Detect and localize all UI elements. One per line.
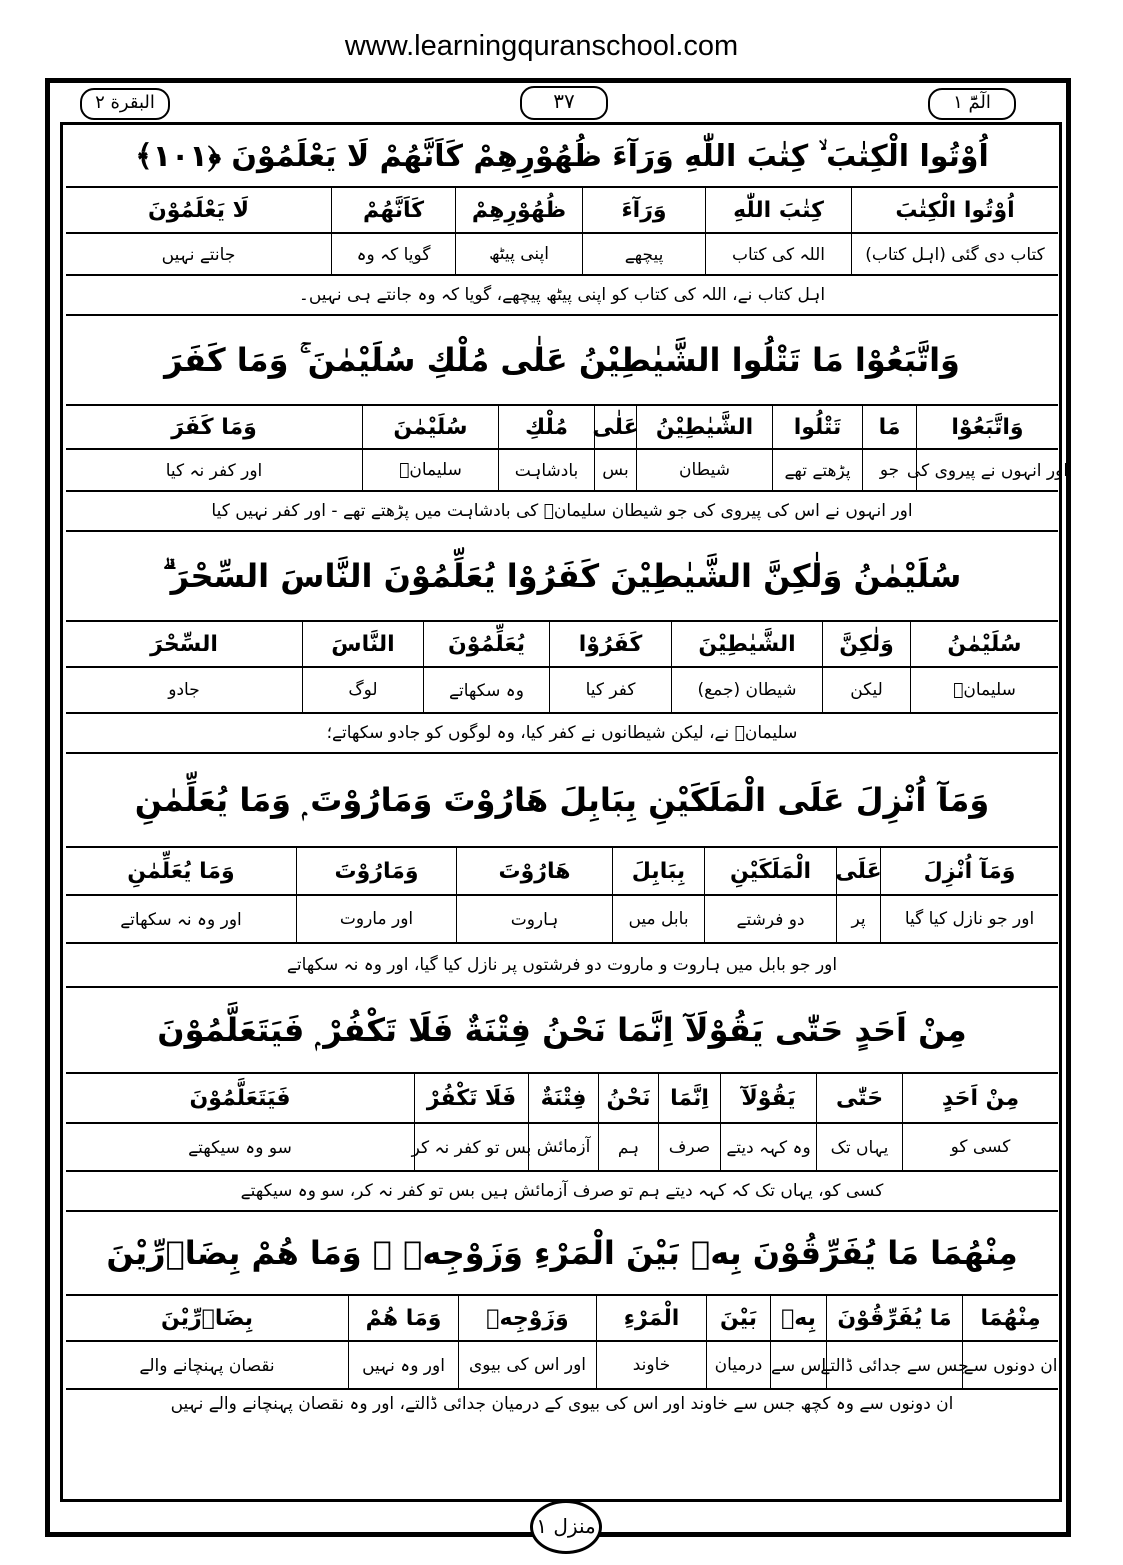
word-row <box>66 846 1058 895</box>
meaning-cell: گویا کہ وہ <box>331 234 455 274</box>
meaning-cell: کسی کو <box>902 1124 1058 1170</box>
surah-name-box: البقرة ٢ <box>80 88 170 120</box>
word-cell: حَتّٰى <box>816 1074 902 1122</box>
word-cell: وَمَا يُعَلِّمٰنِ <box>127 858 235 884</box>
meaning-cell: نقصان پہنچانے والے <box>139 1355 275 1376</box>
word-cell: عَلَى <box>836 848 880 894</box>
meaning-row <box>66 449 1069 492</box>
word-cell: تَتْلُوا <box>772 406 862 448</box>
meaning-cell: اس سے <box>770 1342 826 1388</box>
word-cell: اُوْتُوا الْكِتٰبَ <box>851 188 1058 232</box>
manzil-badge: منزل ١ <box>530 1500 602 1554</box>
word-cell: وَرَآءَ <box>582 188 705 232</box>
verse-section <box>66 128 1058 316</box>
word-cell: مُلْكِ <box>498 406 594 448</box>
word-cell: وَمَا كَفَرَ <box>171 414 257 440</box>
word-cell: فِتْنَةٌ <box>528 1074 598 1122</box>
word-cell: وَمَآ اُنْزِلَ <box>880 848 1058 894</box>
translation-line: اہل کتاب نے، اللہ کی کتاب کو اپنی پیٹھ پیچھے، گویا کہ وہ جانتے ہی نہیں۔ <box>66 276 1058 316</box>
meaning-cell: اور ماروت <box>296 896 456 942</box>
word-cell: بَيْنَ <box>706 1296 770 1340</box>
meaning-cell: اور اس کی بیوی <box>458 1342 596 1388</box>
word-cell: ظُهُوْرِهِمْ <box>455 188 582 232</box>
word-cell: وَزَوْجِهٖ <box>458 1296 596 1340</box>
meaning-cell: آزمائش <box>528 1124 598 1170</box>
meaning-cell: اور وہ نہ سکھاتے <box>120 909 242 930</box>
verse-line: مِنْ اَحَدٍ حَتّٰى يَقُوْلَآ اِنَّمَا نَحْنُ فِتْنَةٌ فَلَا تَكْفُرْ ۭ فَيَتَعَلَّمُوْنَ <box>157 1011 967 1049</box>
word-cell: سُلَيْمٰنَ <box>362 406 498 448</box>
meaning-cell: شیطان (جمع) <box>671 668 822 712</box>
meaning-row <box>66 1341 1058 1390</box>
word-cell: عَلٰى <box>594 406 636 448</box>
verse-section <box>66 1212 1058 1446</box>
word-cell: هَارُوْتَ <box>456 848 612 894</box>
meaning-cell: دو فرشتے <box>704 896 836 942</box>
word-cell: النَّاسَ <box>302 622 423 666</box>
meaning-row <box>66 895 1058 944</box>
meaning-cell: اپنی پیٹھ <box>455 234 582 274</box>
meaning-cell: خاوند <box>596 1342 706 1388</box>
word-cell: فَلَا تَكْفُرْ <box>414 1074 528 1122</box>
meaning-cell: بس تو کفر نہ کر <box>414 1124 528 1170</box>
meaning-cell: پیچھے <box>582 234 705 274</box>
word-cell: سُلَيْمٰنُ <box>910 622 1058 666</box>
meaning-cell: شیطان <box>636 450 772 490</box>
site-url: www.learningquranschool.com <box>344 30 739 62</box>
word-cell: كِتٰبَ اللّٰهِ <box>705 188 851 232</box>
meaning-cell: جادو <box>168 680 200 700</box>
meaning-cell: کتاب دی گئی (اہل کتاب) <box>851 234 1058 274</box>
meaning-cell: اللہ کی کتاب <box>705 234 851 274</box>
verse-line: سُلَيْمٰنُ وَلٰكِنَّ الشَّيٰطِيْنَ كَفَرُوْا يُعَلِّمُوْنَ النَّاسَ السِّحْرَ ۗ <box>162 557 962 595</box>
meaning-cell: سلیمانؑ <box>362 450 498 490</box>
meaning-cell: وہ کہہ دیتے <box>720 1124 816 1170</box>
word-cell: وَمَا هُمْ <box>348 1296 458 1340</box>
word-cell: بِهٖ <box>770 1296 826 1340</box>
meaning-cell: جانتے نہیں <box>161 244 236 265</box>
word-cell: وَاتَّبَعُوْا <box>916 406 1058 448</box>
verse-line: مِنْهُمَا مَا يُفَرِّقُوْنَ بِهٖ بَيْنَ الْمَرْءِ وَزَوْجِهٖ ۭ وَمَا هُمْ بِضَاۗرِّيْنَ <box>106 1234 1018 1272</box>
word-row <box>66 1072 1058 1123</box>
juz-name-box: الٓمّٓ ١ <box>928 88 1016 120</box>
meaning-cell: وہ سکھاتے <box>423 668 549 712</box>
meaning-cell: لوگ <box>302 668 423 712</box>
verse-section <box>66 532 1058 754</box>
meaning-cell: کفر کیا <box>549 668 671 712</box>
meaning-cell: سلیمانؑ <box>910 668 1058 712</box>
translation-line: سلیمانؑ نے، لیکن شیطانوں نے کفر کیا، وہ لوگوں کو جادو سکھاتے؛ <box>66 714 1058 754</box>
meaning-cell: بابل میں <box>612 896 704 942</box>
word-row <box>66 1294 1058 1341</box>
meaning-row <box>66 233 1058 276</box>
word-row <box>66 186 1058 233</box>
word-cell: الْمَرْءِ <box>596 1296 706 1340</box>
word-cell: يُعَلِّمُوْنَ <box>423 622 549 666</box>
meaning-cell: ان دونوں سے <box>962 1342 1058 1388</box>
meaning-cell: جس سے جدائی ڈالتے <box>826 1342 962 1388</box>
meaning-row <box>66 667 1058 714</box>
meaning-cell: اور وہ نہیں <box>348 1342 458 1388</box>
meaning-cell: پڑھتے تھے <box>772 450 862 490</box>
word-cell: بِضَاۗرِّيْنَ <box>160 1305 254 1331</box>
verse-section <box>66 316 1069 532</box>
page-content <box>66 128 1069 1498</box>
word-cell: مَا <box>862 406 916 448</box>
word-cell: مِنْهُمَا <box>962 1296 1058 1340</box>
word-cell: مِنْ اَحَدٍ <box>902 1074 1058 1122</box>
meaning-cell: اور کفر نہ کیا <box>165 460 263 481</box>
word-cell: وَمَارُوْتَ <box>296 848 456 894</box>
meaning-cell: ہم <box>598 1124 658 1170</box>
meaning-cell: درمیان <box>706 1342 770 1388</box>
meaning-cell: صرف <box>658 1124 720 1170</box>
word-cell: الشَّيٰطِيْنَ <box>671 622 822 666</box>
meaning-row <box>66 1123 1058 1172</box>
word-cell: كَاَنَّهُمْ <box>331 188 455 232</box>
meaning-cell: یہاں تک <box>816 1124 902 1170</box>
word-cell: وَلٰكِنَّ <box>822 622 910 666</box>
translation-line: ان دونوں سے وہ کچھ جس سے خاوند اور اس کی بیوی کے درمیان جدائی ڈالتے، اور وہ نقصان پہنچانے والے نہیں <box>170 1394 954 1414</box>
translation-line: اور جو بابل میں ہاروت و ماروت دو فرشتوں پر نازل کیا گیا، اور وہ نہ سکھاتے <box>66 944 1058 988</box>
page-number-box: ٣٧ <box>520 86 608 120</box>
meaning-cell: لیکن <box>822 668 910 712</box>
verse-section <box>66 988 1058 1212</box>
meaning-cell: بادشاہت <box>498 450 594 490</box>
meaning-cell: پر <box>836 896 880 942</box>
word-cell: السِّحْرَ <box>150 631 218 657</box>
verse-line: اُوْتُوا الْكِتٰبَ ۙ كِتٰبَ اللّٰهِ وَرَآءَ ظُهُوْرِهِمْ كَاَنَّهُمْ لَا يَعْلَمُوْنَ ﴿١٠١﴾ <box>135 139 989 174</box>
word-cell: بِبَابِلَ <box>612 848 704 894</box>
word-cell: يَقُوْلَآ <box>720 1074 816 1122</box>
word-cell: الْمَلَكَيْنِ <box>704 848 836 894</box>
word-cell: لَا يَعْلَمُوْنَ <box>147 197 250 223</box>
meaning-cell: سو وہ سیکھتے <box>188 1137 292 1158</box>
word-row <box>66 620 1058 667</box>
meaning-cell: اور جو نازل کیا گیا <box>880 896 1058 942</box>
verse-line: وَاتَّبَعُوْا مَا تَتْلُوا الشَّيٰطِيْنُ عَلٰى مُلْكِ سُلَيْمٰنَ ۚ وَمَا كَفَرَ <box>164 341 960 379</box>
verse-section <box>66 754 1058 988</box>
word-cell: فَيَتَعَلَّمُوْنَ <box>189 1085 291 1111</box>
meaning-cell: بس <box>594 450 636 490</box>
translation-line: اور انہوں نے اس کی پیروی کی جو شیطان سلیمانؑ کی بادشاہت میں پڑھتے تھے - اور کفر نہیں کیا <box>66 492 1058 532</box>
meaning-cell: اور انہوں نے پیروی کی <box>916 450 1058 490</box>
word-cell: مَا يُفَرِّقُوْنَ <box>826 1296 962 1340</box>
meaning-cell: جو <box>862 450 916 490</box>
word-row <box>66 404 1058 449</box>
word-cell: نَحْنُ <box>598 1074 658 1122</box>
word-cell: اِنَّمَا <box>658 1074 720 1122</box>
word-cell: كَفَرُوْا <box>549 622 671 666</box>
meaning-cell: ہاروت <box>456 896 612 942</box>
word-cell: الشَّيٰطِيْنُ <box>636 406 772 448</box>
verse-line: وَمَآ اُنْزِلَ عَلَى الْمَلَكَيْنِ بِبَابِلَ هَارُوْتَ وَمَارُوْتَ ۭ وَمَا يُعَلِّمٰنِ <box>134 781 990 819</box>
translation-line: کسی کو، یہاں تک کہ کہہ دیتے ہم تو صرف آزمائش ہیں بس تو کفر نہ کر، سو وہ سیکھتے <box>66 1172 1058 1212</box>
